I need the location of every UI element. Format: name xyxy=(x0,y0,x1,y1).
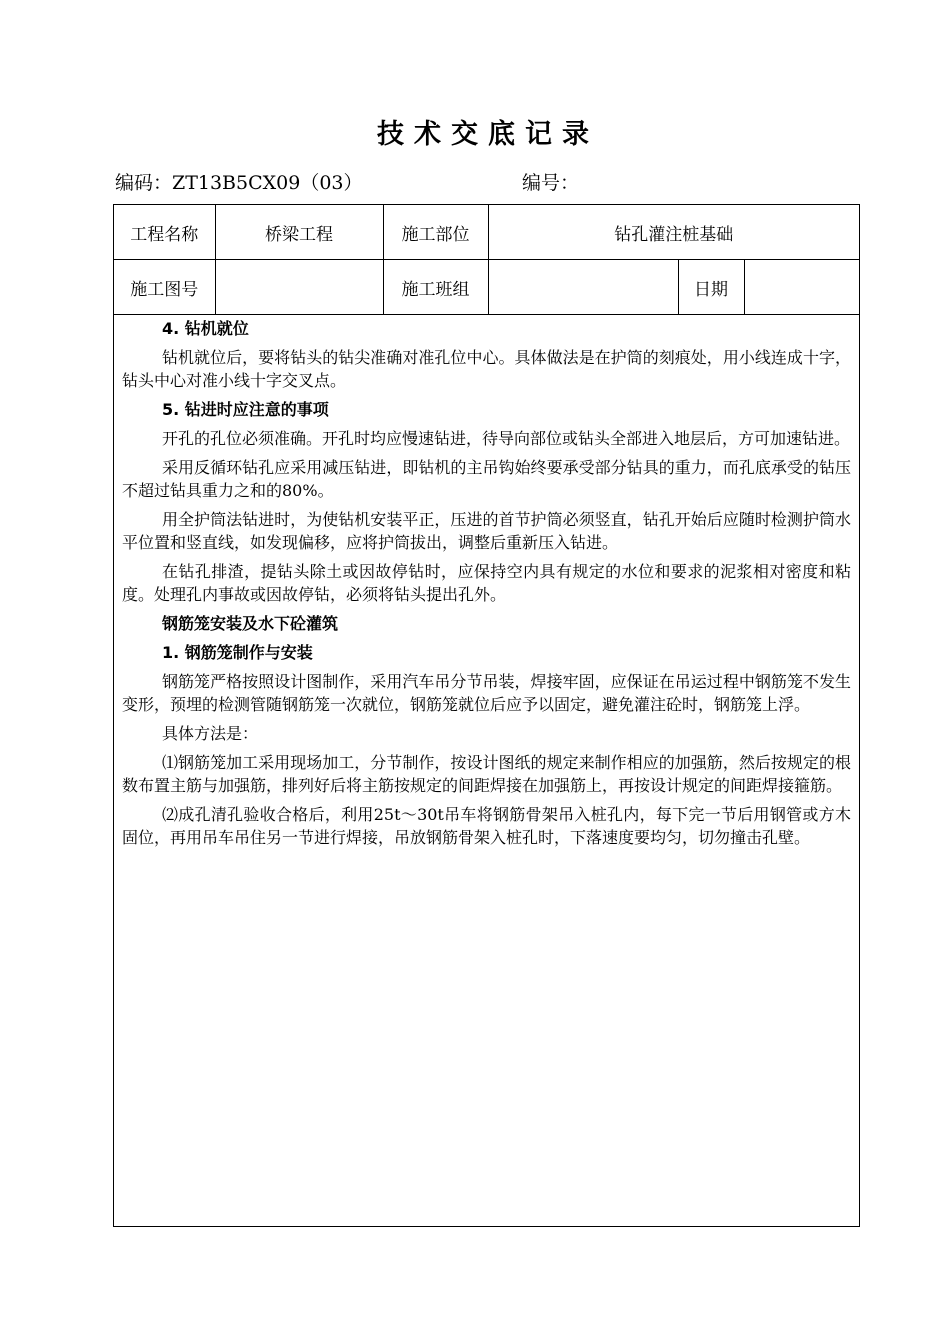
header-row-2 xyxy=(114,260,859,315)
record-form xyxy=(113,204,860,1227)
paragraph: 钢筋笼严格按照设计图制作，采用汽车吊分节吊装，焊接牢固，应保证在吊运过程中钢筋笼不发生变形，预埋的检测管随钢筋笼一次就位，钢筋笼就位后应予以固定，避免灌注砼时，钢筋笼上浮。 xyxy=(122,672,851,714)
paragraph: 具体方法是： xyxy=(162,724,259,743)
header-table xyxy=(114,205,859,315)
drawing-no-value xyxy=(215,260,383,315)
paragraph: ⑴钢筋笼加工采用现场加工，分节制作，按设计图纸的规定来制作相应的加强筋，然后按规定的根数布置主筋与加强筋，排列好后将主筋按规定的间距焊接在加强筋上，再按设计规定的间距焊接箍筋。 xyxy=(122,753,851,795)
team-label: 施工班组 xyxy=(383,260,488,315)
section-heading: 1. 钢筋笼制作与安装 xyxy=(162,643,313,662)
team-value xyxy=(488,260,678,315)
section-heading: 4. 钻机就位 xyxy=(162,319,249,338)
date-label: 日期 xyxy=(678,260,744,315)
date-value xyxy=(744,260,859,315)
record-content xyxy=(114,317,859,855)
project-name-label: 工程名称 xyxy=(114,205,215,260)
location-label: 施工部位 xyxy=(383,205,488,260)
paragraph: 开孔的孔位必须准确。开孔时均应慢速钻进，待导向部位或钻头全部进入地层后，方可加速钻进。 xyxy=(162,429,851,448)
paragraph: 在钻孔排渣，提钻头除土或因故停钻时，应保持空内具有规定的水位和要求的泥浆相对密度和粘度。处理孔内事故或因故停钻，必须将钻头提出孔外。 xyxy=(122,562,851,604)
header-row-1 xyxy=(114,205,859,260)
section-heading: 5. 钻进时应注意的事项 xyxy=(162,400,329,419)
document-number: 编号： xyxy=(522,172,580,194)
drawing-no-label: 施工图号 xyxy=(114,260,215,315)
paragraph: 用全护筒法钻进时，为使钻机安装平正，压进的首节护筒必须竖直，钻孔开始后应随时检测护筒水平位置和竖直线，如发现偏移，应将护筒拔出，调整后重新压入钻进。 xyxy=(122,510,851,552)
location-value: 钻孔灌注桩基础 xyxy=(488,205,859,260)
document-title: 技术交底记录 xyxy=(377,119,599,150)
paragraph: 采用反循环钻孔应采用减压钻进，即钻机的主吊钩始终要承受部分钻具的重力，而孔底承受的钻压不超过钻具重力之和的80%。 xyxy=(122,458,851,500)
section-heading: 钢筋笼安装及水下砼灌筑 xyxy=(162,614,339,633)
paragraph: ⑵成孔清孔验收合格后，利用25t～30t吊车将钢筋骨架吊入桩孔内，每下完一节后用钢管或方木固位，再用吊车吊住另一节进行焊接，吊放钢筋骨架入桩孔时，下落速度要均匀，切勿撞击孔壁。 xyxy=(122,805,851,847)
document-code: 编码：ZT13B5CX09（03） xyxy=(115,172,363,194)
paragraph: 钻机就位后，要将钻头的钻尖准确对准孔位中心。具体做法是在护筒的刻痕处，用小线连成十字，钻头中心对准小线十字交叉点。 xyxy=(122,348,851,390)
project-name-value: 桥梁工程 xyxy=(215,205,383,260)
